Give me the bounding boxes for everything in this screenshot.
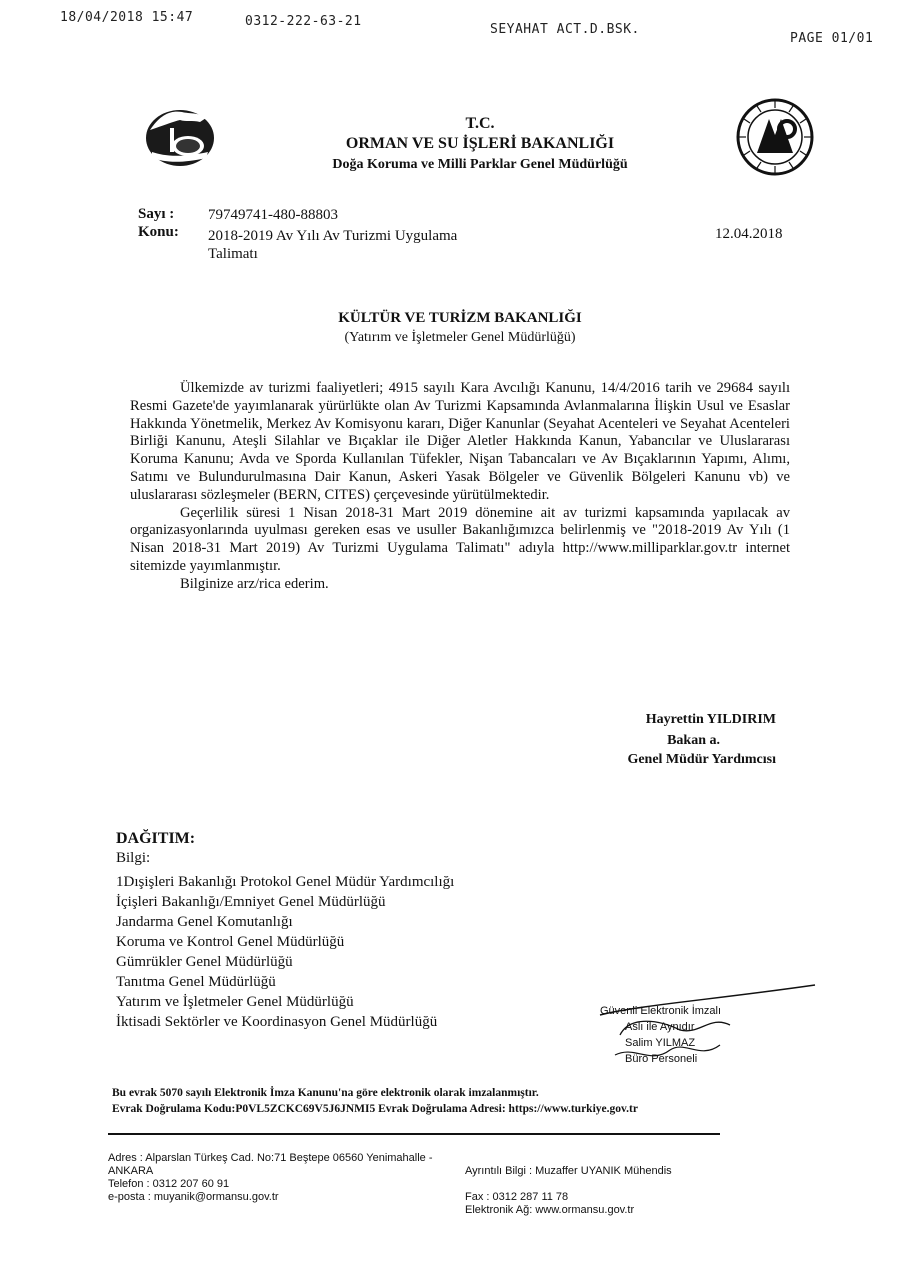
- esign-stamp: [590, 975, 820, 1075]
- esign-line-2: Aslı ile Aynıdır: [625, 1021, 695, 1033]
- distribution-item: Tanıtma Genel Müdürlüğü: [116, 974, 276, 990]
- distribution-item: Gümrükler Genel Müdürlüğü: [116, 954, 293, 970]
- letterhead-tc: T.C.: [465, 115, 495, 132]
- esign-line-3: Salim YILMAZ: [625, 1037, 696, 1049]
- footer-phone: Telefon : 0312 207 60 91: [108, 1178, 230, 1190]
- letter-body: [130, 380, 790, 594]
- body-paragraph-2: Geçerlilik süresi 1 Nisan 2018-31 Mart 2019 dönemine ait av turizmi kapsamında yapılacak av organizasyonlarında uyulması gereken esas ve usuller Bakanlığımızca belirlenmiş ve "2018-2019 Av Yılı (1 Nisan 2018-31 Mart 2019) Av Turizmi Uygulama Talimatı" adıyla http://www.milliparklar.gov.tr internet sitemizde yayımlanmıştır.: [130, 504, 790, 574]
- sayi-value: 79749741-480-88803: [208, 207, 338, 223]
- verification-line-1: Bu evrak 5070 sayılı Elektronik İmza Kanunu'na göre elektronik olarak imzalanmıştır.: [112, 1087, 539, 1099]
- fax-datetime: 18/04/2018 15:47: [60, 10, 194, 25]
- esign-line-1: Güvenli Elektronik İmzalı: [600, 1005, 722, 1017]
- footer-address-1: Adres : Alparslan Türkeş Cad. No:71 Beştepe 06560 Yenimahalle -: [108, 1152, 433, 1164]
- signer-title-1: Bakan a.: [667, 733, 720, 748]
- distribution-bilgi: Bilgi:: [116, 850, 151, 866]
- footer-info: Ayrıntılı Bilgi : Muzaffer UYANIK Mühendis: [465, 1165, 672, 1177]
- letterhead-directorate: Doğa Koruma ve Milli Parklar Genel Müdürlüğü: [332, 157, 628, 172]
- footer-network: Elektronik Ağ: www.ormansu.gov.tr: [465, 1204, 635, 1216]
- verification-line-2: Evrak Doğrulama Kodu:P0VL5ZCKC69V5J6JNMI5 Evrak Doğrulama Adresi: https://www.turkiye.gov.tr: [112, 1103, 638, 1115]
- document-date: 12.04.2018: [715, 226, 783, 242]
- sayi-label: Sayı :: [138, 206, 175, 222]
- footer-address-2: ANKARA: [108, 1165, 154, 1177]
- fax-phone: 0312-222-63-21: [245, 14, 362, 29]
- footer-divider: [108, 1133, 720, 1135]
- fax-page: PAGE 01/01: [790, 31, 874, 46]
- distribution-item: 1Dışişleri Bakanlığı Protokol Genel Müdür Yardımcılığı: [116, 874, 455, 890]
- signer-title-2: Genel Müdür Yardımcısı: [627, 752, 776, 767]
- signer-name: Hayrettin YILDIRIM: [645, 712, 776, 727]
- park-seal-logo: [735, 97, 815, 177]
- distribution-item: Jandarma Genel Komutanlığı: [116, 914, 293, 930]
- distribution-item: Koruma ve Kontrol Genel Müdürlüğü: [116, 934, 345, 950]
- konu-label: Konu:: [138, 224, 179, 240]
- ministry-logo: [140, 100, 220, 170]
- footer-fax: Fax : 0312 287 11 78: [465, 1191, 569, 1203]
- letterhead-ministry: ORMAN VE SU İŞLERİ BAKANLIĞI: [345, 135, 615, 152]
- distribution-heading: DAĞITIM:: [116, 830, 196, 847]
- body-paragraph-1: Ülkemizde av turizmi faaliyetleri; 4915 sayılı Kara Avcılığı Kanunu, 14/4/2016 tarih ve 29684 sayılı Resmi Gazete'de yayımlanarak yürürlükte olan Av Turizmi Kapsamında Avlanmalarına İlişkin Usul ve Esaslar Hakkında Yönetmelik, Merkez Av Komisyonu kararı, Diğer Kanunlar (Seyahat Acenteleri ve Seyahat Acenteleri Birliği Kanunu, Ateşli Silahlar ve Bıçaklar ile Diğer Aletler Hakkında Kanun, Yabancılar ve Uluslararası Koruma Kanunu; Avda ve Sporda Kullanılan Tüfekler, Nişan Tabancaları ve Av Bıçaklarının Yapımı, Alımı, Satımı ve Bulundurulmasına Dair Kanun, Askeri Yasak Bölgeler ve Güvenlik Bölgeleri Kanunu vb) ve uluslararası sözleşmeler (BERN, CITES) çerçevesinde yürütülmektedir.: [130, 380, 790, 503]
- distribution-item: İçişleri Bakanlığı/Emniyet Genel Müdürlüğü: [116, 894, 386, 910]
- distribution-list: [116, 872, 454, 1032]
- konu-value-1: 2018-2019 Av Yılı Av Turizmi Uygulama: [208, 228, 458, 244]
- recipient-name: KÜLTÜR VE TURİZM BAKANLIĞI: [338, 310, 582, 326]
- body-paragraph-3: Bilginize arz/rica ederim.: [180, 575, 329, 592]
- distribution-item: İktisadi Sektörler ve Koordinasyon Genel Müdürlüğü: [116, 1014, 438, 1030]
- distribution-item: Yatırım ve İşletmeler Genel Müdürlüğü: [116, 994, 354, 1010]
- fax-sender: SEYAHAT ACT.D.BSK.: [490, 22, 640, 37]
- konu-value-2: Talimatı: [208, 246, 258, 262]
- esign-line-4: Büro Personeli: [625, 1053, 698, 1065]
- footer-email: e-posta : muyanik@ormansu.gov.tr: [108, 1191, 279, 1203]
- recipient-sub: (Yatırım ve İşletmeler Genel Müdürlüğü): [344, 330, 576, 345]
